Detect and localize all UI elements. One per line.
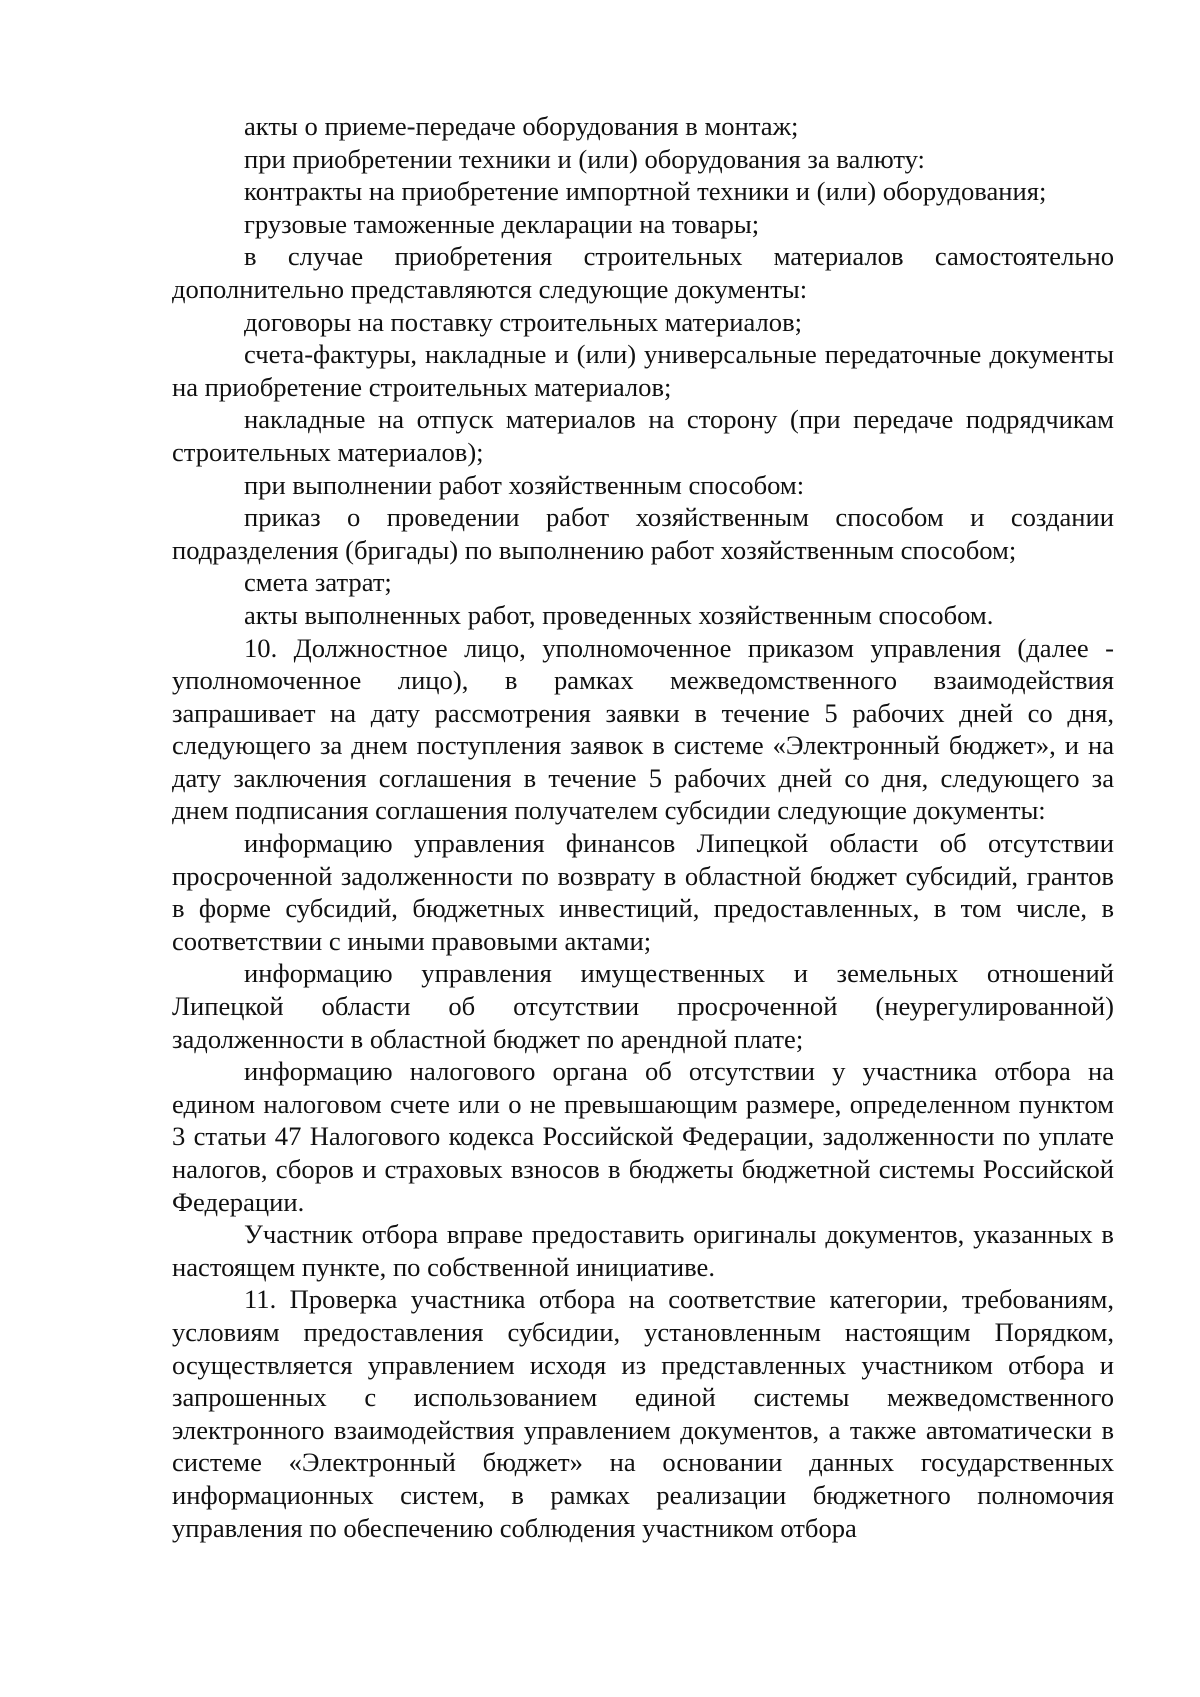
paragraph-18-item-11: 11. Проверка участника отбора на соответствие категории, требованиям, условиям предоставления субсидии, установленным настоящим Порядком, осуществляется управлением исходя из представленных участником отбора и запрошенных с использованием единой системы межведомственного электронного взаимодействия управлением документов, а также автоматически в системе «Электронный бюджет» на основании данных государственных информационных систем, в рамках реализации бюджетного полномочия управления по обеспечению соблюдения участником отбора	[172, 1284, 1114, 1543]
paragraph-4: грузовые таможенные декларации на товары;	[244, 208, 760, 239]
paragraph-17: Участник отбора вправе предоставить оригиналы документов, указанных в настоящем пункте, по собственной инициативе.	[172, 1219, 1114, 1282]
paragraph-1: акты о приеме-передаче оборудования в монтаж;	[244, 111, 799, 141]
paragraph-2: при приобретении техники и (или) оборудования за валюту:	[244, 143, 925, 174]
paragraph-7: счета-фактуры, накладные и (или) универсальные передаточные документы на приобретение строительных материалов;	[172, 339, 1114, 402]
paragraph-8: накладные на отпуск материалов на сторону (при передаче подрядчикам строительных материалов);	[172, 404, 1114, 467]
paragraph-14: информацию управления финансов Липецкой области об отсутствии просроченной задолженности по возврату в областной бюджет субсидий, грантов в форме субсидий, бюджетных инвестиций, предоставленных, в том числе, в соответствии с иными правовыми актами;	[172, 828, 1114, 956]
paragraph-16: информацию налогового органа об отсутствии у участника отбора на едином налоговом счете или о не превышающим размере, определенном пунктом 3 статьи 47 Налогового кодекса Российской Федерации, задолженности по уплате налогов, сборов и страховых взносов в бюджеты бюджетной системы Российской Федерации.	[172, 1056, 1114, 1217]
paragraph-5: в случае приобретения строительных материалов самостоятельно дополнительно представляются следующие документы:	[172, 241, 1114, 304]
paragraph-10: приказ о проведении работ хозяйственным способом и создании подразделения (бригады) по выполнению работ хозяйственным способом;	[172, 502, 1114, 565]
paragraph-13-item-10: 10. Должностное лицо, уполномоченное приказом управления (далее - уполномоченное лицо), в рамках межведомственного взаимодействия запрашивает на дату рассмотрения заявки в течение 5 рабочих дней со дня, следующего за днем поступления заявок в системе «Электронный бюджет», и на дату заключения соглашения в течение 5 рабочих дней со дня, следующего за днем подписания соглашения получателем субсидии следующие документы:	[172, 632, 1114, 826]
paragraph-6: договоры на поставку строительных материалов;	[244, 306, 803, 337]
paragraph-15: информацию управления имущественных и земельных отношений Липецкой области об отсутствии просроченной (неурегулированной) задолженности в областной бюджет по арендной плате;	[172, 958, 1114, 1054]
paragraph-9: при выполнении работ хозяйственным способом:	[244, 469, 805, 500]
document-page	[172, 110, 1114, 1544]
paragraph-11: смета затрат;	[244, 567, 392, 598]
paragraph-3: контракты на приобретение импортной техники и (или) оборудования;	[244, 176, 1047, 207]
paragraph-12: акты выполненных работ, проведенных хозяйственным способом.	[244, 599, 994, 630]
